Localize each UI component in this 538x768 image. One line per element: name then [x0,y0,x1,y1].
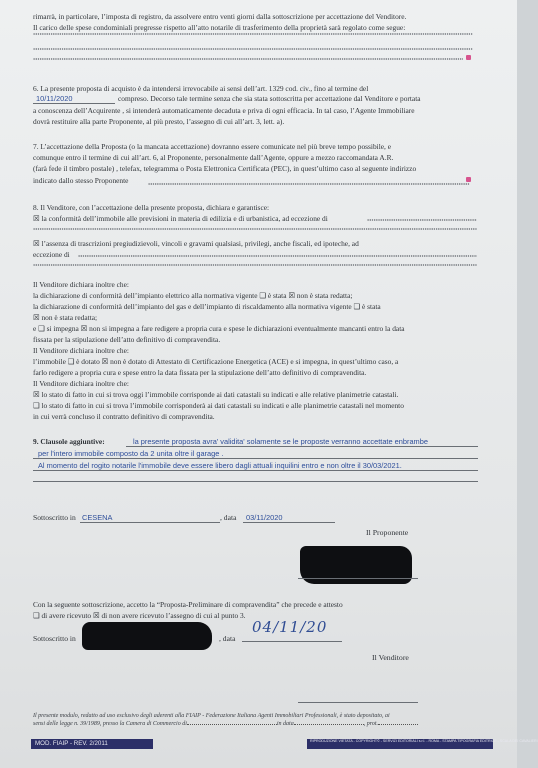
accept-role: Il Venditore [372,653,409,662]
sign1-role: Il Proponente [366,528,409,537]
accept-place-label: Sottoscritto in [33,634,76,643]
sec8-item-2: ☒ l’assenza di trascrizioni pregiudizievoli, vincoli e gravami qualsiasi, privilegi, anche fiscali, ed ipoteche, ad [33,239,359,248]
copyright-label: RIPRODUZIONE VIETATA - COPYRIGHT© - SERVIZI EDITORIALI s.r.l. - ROMA - STAMPA TIPOGRAFIA EDITRICE - SCALA DEI CAVALIERI [307,739,493,749]
sign1-place-label: Sottoscritto in [33,513,76,522]
sec7-line-4: indicato dallo stesso Proponente [33,176,129,185]
model-label: MOD. FIAIP - REV. 2/2011 [31,739,153,749]
sign1-date-label: , data [220,513,237,522]
footer-note-line-1: Il presente modulo, redatto ad uso esclusivo degli aderenti alla FIAIP - Federazione Italiana Agenti Immobiliari Professionali, è stato depositato, ai [33,713,390,719]
decl-line-2: la dichiarazione di conformità dell’impianto elettrico alla normativa vigente ❑ è stata ☒ non è stata redatta; [33,291,353,300]
underline [126,446,478,447]
underline [243,522,335,523]
fill-line [33,58,463,60]
footer-note-line-2 [33,721,488,729]
sec9-typed-1: la presente proposta avra' validita' solamente se le proposte verranno accettate enbrambe [133,437,428,446]
fill-line [78,255,477,257]
accept-date-handwritten: 04/11/20 [252,618,328,636]
underline [242,641,342,642]
sec7-line-3: (farà fede il timbro postale) , telefax, telegramma o Posta Elettronica Certificata (PEC), in quest’ultimo caso al seguente indirizzo [33,164,417,173]
underline [33,481,478,482]
sign1-place: CESENA [82,513,113,522]
decl-line-10: Il Venditore dichiara inoltre che: [33,379,129,388]
stamp-mark [466,177,471,182]
decl-line-5: e ❑ si impegna ☒ non si impegna a fare redigere a propria cura e spese le dichiarazioni eventualmente mancanti entro la data [33,324,405,333]
underline [33,458,478,459]
sec7-line-2: comunque entro il termine di cui all’art. 6, al Proponente, personalmente dall’Agente, oppure a mezzo raccomandata A.R. [33,153,394,162]
sec6-line-1: 6. La presente proposta di acquisto è da intendersi irrevocabile ai sensi dell’art. 1329 cod. civ., fino al termine del [33,84,369,93]
sec8-item-1-text: la conformità dell’immobile alle previsioni in materia di edilizia e di urbanistica, ad eccezione di [41,214,328,223]
footer-note-2c: , prot. [363,720,378,727]
sec8-line-1: 8. Il Venditore, con l’accettazione della presente proposta, dichiara e garantisce: [33,203,270,212]
sec6-date: 10/11/2020 [36,94,73,103]
stamp-mark [466,55,471,60]
footer-note-2a: sensi delle legge n. 39/1989, presso la Camera di Commercio di [33,720,187,727]
decl-line-13: in cui verrà concluso il contratto definitivo di compravendita. [33,412,215,421]
sec6-line-3: a conoscenza dell’Acquirente , si intenderà automaticamente decaduta e priva di ogni efficacia. In tal caso, l’Agente Immobiliare [33,106,415,115]
sec9-typed-3: Al momento del rogito notarile l'immobile deve essere libero dagli attuali inquilini entro e non oltre il 30/03/2021. [38,461,402,470]
decl-line-1: Il Venditore dichiara inoltre che: [33,280,129,289]
top-line-2: Il carico delle spese condominiali pregresse rispetto all’atto notarile di trasferimento della proprietà sarà regolato come segue: [33,23,406,32]
sec6-line-4: dovrà restituire alla parte Proponente, al più presto, l’assegno di cui all’art. 3, lett. a). [33,117,285,126]
accept-date-label: , data [219,634,236,643]
sec6-line-2: compreso. Decorso tale termine senza che sia stata sottoscritta per accettazione dal Venditore e portata [118,94,421,103]
fill-line [367,219,477,221]
decl-line-12: ❑ lo stato di fatto in cui si trova l’immobile corrisponderà ai dati catastali su indicati e alle planimetrie catastali nel momento [33,401,404,410]
sec8-item-1: ☒ la conformità dell’immobile alle previsioni in materia di edilizia e di urbanistica, ad eccezione di [33,214,328,223]
decl-line-3: la dichiarazione di conformità dell’impianto del gas e dell’impianto di riscaldamento alla normativa vigente ❑ è stata [33,302,381,311]
fill-line [33,33,473,35]
decl-line-8: l’immobile ❑ è dotato ☒ non è dotato di Attestato di Certificazione Energetica (ACE) e si impegna, in quest’ultimo caso, a [33,357,399,366]
decl-line-4: ☒ non è stata redatta; [33,313,98,322]
decl-line-9: farlo redigere a propria cura e spese entro la data fissata per la stipulazione dell’atto definitivo di compravendita. [33,368,367,377]
footer-note [33,713,488,728]
sec9-label: 9. Clausole aggiuntive: [33,437,105,446]
signature-line [298,702,418,703]
fill-line [148,183,470,185]
underline [33,470,478,471]
footer-note-2b: in data [276,720,294,727]
fill-line [33,264,477,266]
sec7-line-1: 7. L’accettazione della Proposta (o la mancata accettazione) dovranno essere comunicate nel più breve tempo possibile, e [33,142,392,151]
decl-line-6: fissata per la stipulazione dell’atto definitivo di compravendita. [33,335,221,344]
underline [80,522,220,523]
decl-line-7: Il Venditore dichiara inoltre che: [33,346,129,355]
sec9-typed-2: per l'intero immobile composto da 2 unita oltre il garage . [38,449,224,458]
sec8-item-2-text: l’assenza di trascrizioni pregiudizievoli, vincoli e gravami qualsiasi, privilegi, anche fiscali, ed ipoteche, ad [41,239,359,248]
sign1-date: 03/11/2020 [246,513,283,522]
underline [33,103,115,104]
signature-line [298,578,418,579]
fill-line [33,228,477,230]
top-line-1: rimarrà, in particolare, l’imposta di registro, da assolvere entro venti giorni dalla sottoscrizione per accettazione del Venditore. [33,12,407,21]
fill-line [33,48,473,50]
decl-line-11: ☒ lo stato di fatto in cui si trova oggi l’immobile corrisponde ai dati catastali su indicati e alle relative planimetrie catastali. [33,390,399,399]
accept-line-2: ❑ di avere ricevuto ☒ di non avere ricevuto l’assegno di cui al punto 3. [33,611,246,620]
sec8-item-2b: eccezione di [33,250,70,259]
accept-line-1: Con la seguente sottoscrizione, accetto la “Proposta-Preliminare di compravendita” che precede e attesto [33,600,343,609]
redacted-place [82,622,212,650]
